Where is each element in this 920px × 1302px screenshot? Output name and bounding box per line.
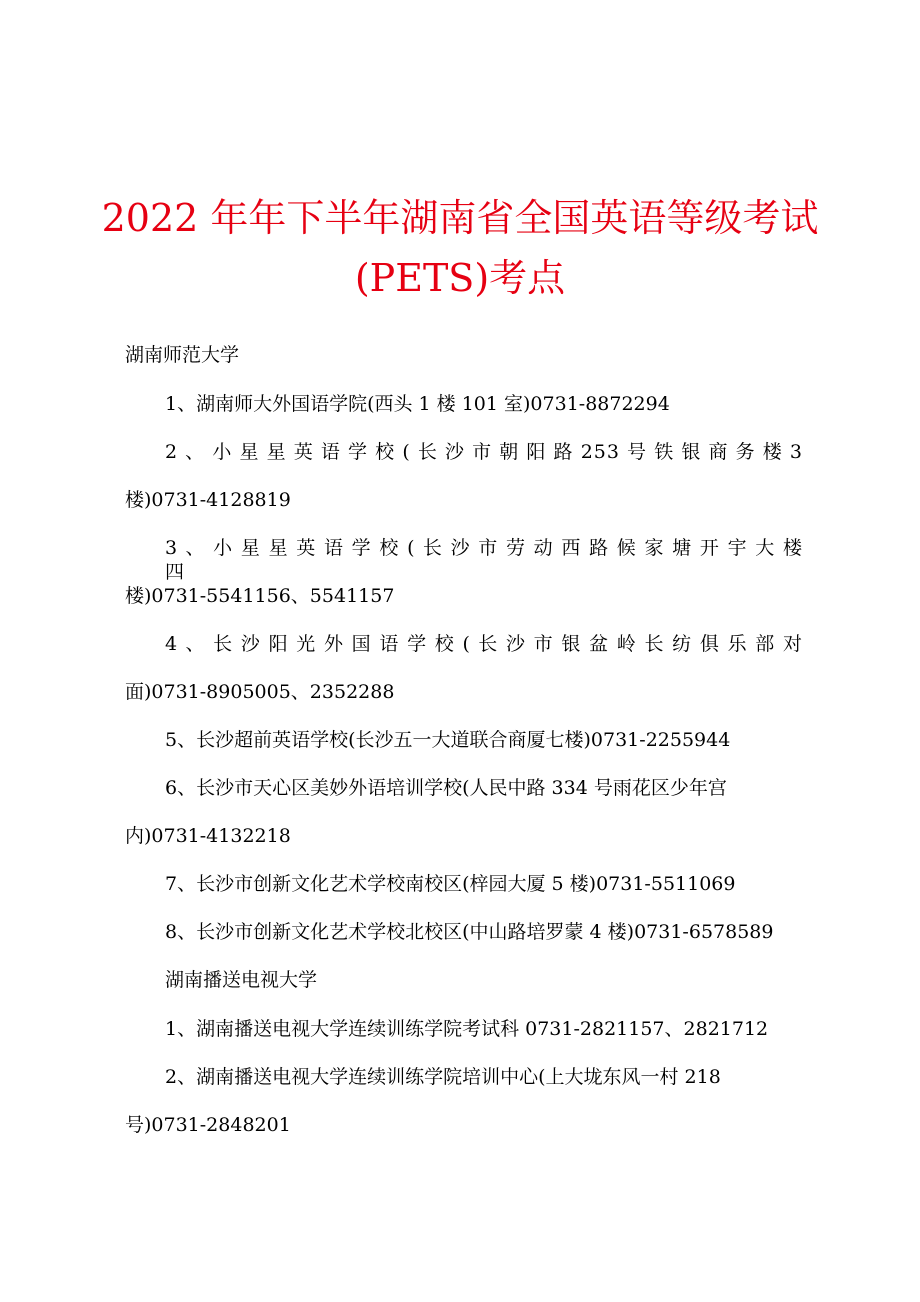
list-item: 8、长沙市创新文化艺术学校北校区(中山路培罗蒙 4 楼)0731-6578589 <box>165 921 774 943</box>
section-heading-hunan-normal-university: 湖南师范大学 <box>125 344 240 366</box>
list-item-line-1: 6、长沙市天心区美妙外语培训学校(人民中路 334 号雨花区少年宫 <box>165 777 727 799</box>
list-item-line-1: 2、湖南播送电视大学连续训练学院培训中心(上大垅东风一村 218 <box>165 1066 721 1088</box>
list-item-line-2: 号)0731-2848201 <box>125 1114 291 1136</box>
list-item-line-2: 面)0731-8905005、2352288 <box>125 681 395 703</box>
list-item-line-2: 楼)0731-4128819 <box>125 489 291 511</box>
list-item: 5、长沙超前英语学校(长沙五一大道联合商厦七楼)0731-2255944 <box>165 729 731 751</box>
list-item-line-1: 4 、 长 沙 阳 光 外 国 语 学 校 ( 长 沙 市 银 盆 岭 长 纺 俱 乐 部 对 <box>165 633 803 655</box>
list-item-line-2: 楼)0731-5541156、5541157 <box>125 585 395 607</box>
section-heading-hunan-radio-tv-university: 湖南播送电视大学 <box>165 969 318 991</box>
list-item-line-2: 内)0731-4132218 <box>125 825 291 847</box>
list-item-line-1: 3 、 小 星 星 英 语 学 校 ( 长 沙 市 劳 动 西 路 候 家 塘 开 宇 大 楼 四 <box>165 537 803 583</box>
list-item: 1、湖南播送电视大学连续训练学院考试科 0731-2821157、2821712 <box>165 1018 769 1040</box>
list-item: 7、长沙市创新文化艺术学校南校区(梓园大厦 5 楼)0731-5511069 <box>165 873 736 895</box>
list-item: 1、湖南师大外国语学院(西头 1 楼 101 室)0731-8872294 <box>165 393 670 415</box>
list-item-line-1: 2 、 小 星 星 英 语 学 校 ( 长 沙 市 朝 阳 路 253 号 铁 银 商 务 楼 3 <box>165 441 803 463</box>
document-title-line-1: 2022 年年下半年湖南省全国英语等级考试 <box>101 196 819 240</box>
document-title-line-2: (PETS)考点 <box>354 256 566 300</box>
